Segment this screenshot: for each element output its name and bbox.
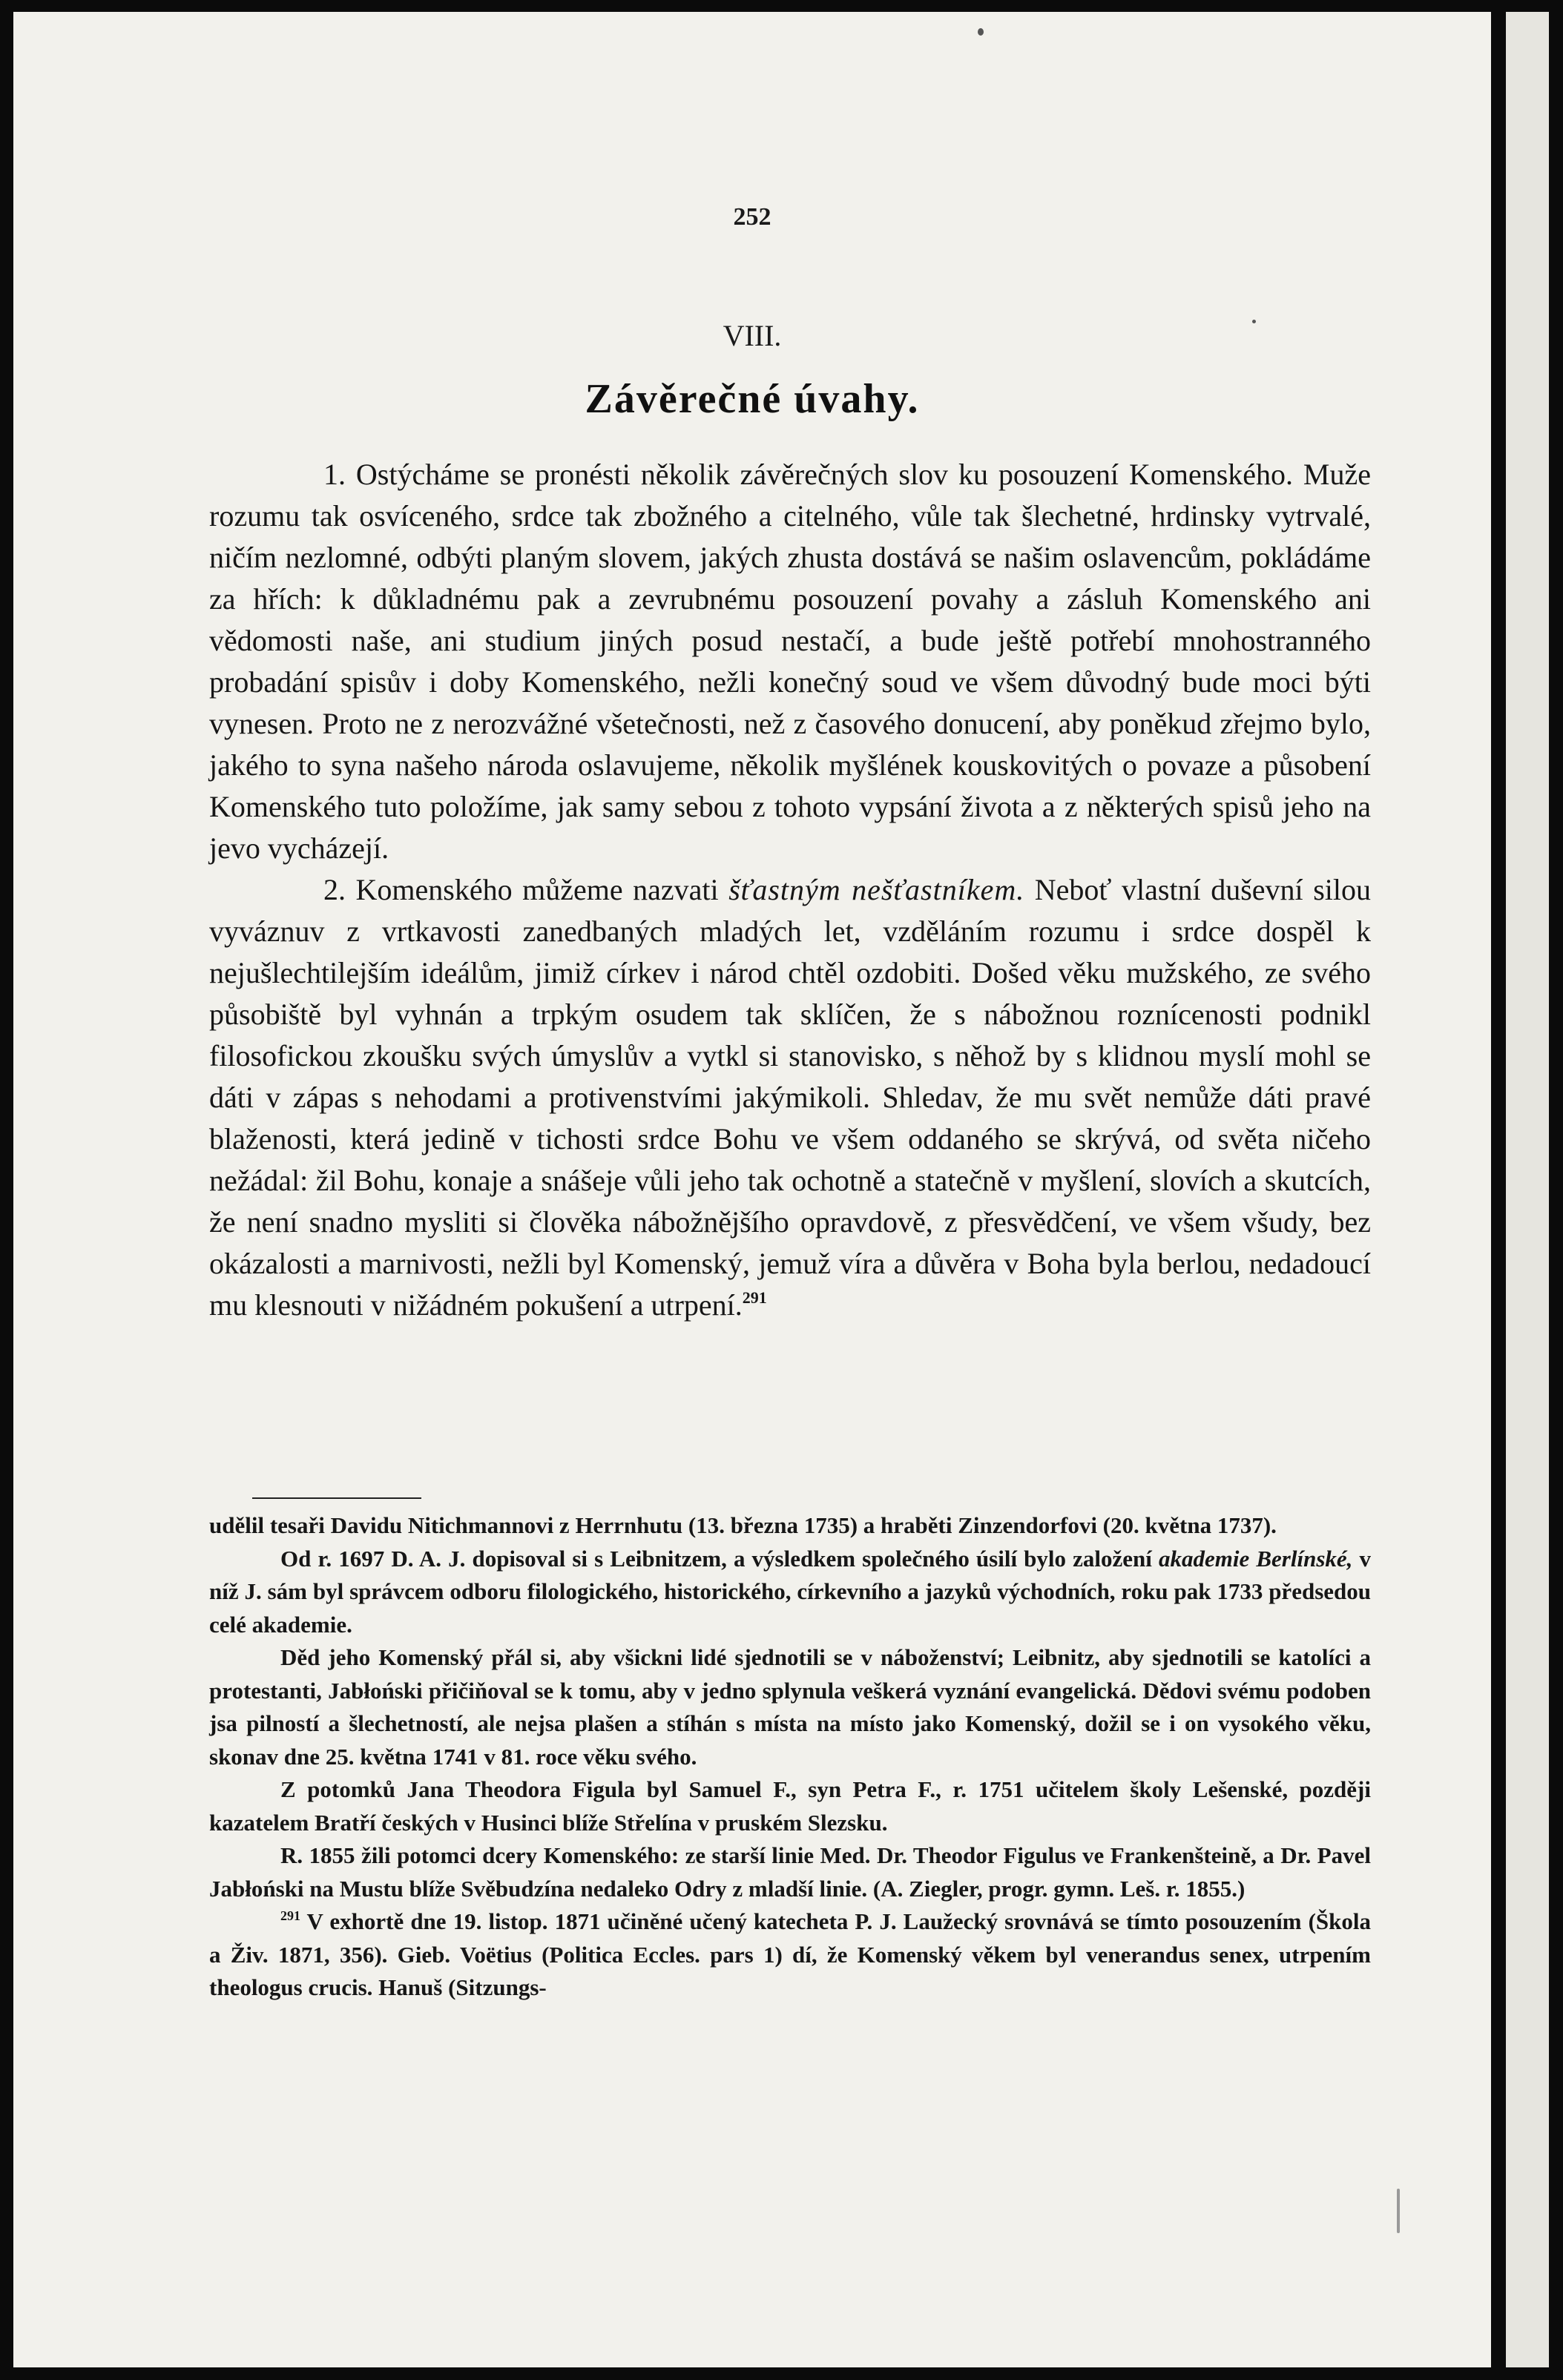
footnotes <box>209 1509 1371 2005</box>
book-page <box>13 12 1491 2367</box>
paragraph-2 <box>209 869 1371 1326</box>
scan-mark <box>1397 2189 1400 2233</box>
footnote-emphasis: akademie Berlínské, <box>1159 1545 1353 1572</box>
footnote-leibnitz-start: Od r. 1697 D. A. J. dopisoval si s Leibnitzem, a výsledkem společného úsilí bylo založení <box>280 1545 1159 1572</box>
page-number: 252 <box>733 203 771 231</box>
footnote-continuation: udělil tesaři Davidu Nitichmannovi z Herrnhutu (13. března 1735) a hraběti Zinzendorfovi (20. května 1737). <box>209 1512 1277 1538</box>
paragraph-2-rest: Neboť vlastní duševní silou vyváznuv z vrtkavosti zanedbaných mladých let, vzděláním rozumu i srdce dospěl k nejušlechtilejším ideálům, jimiž církev i národ chtěl ozdobiti. Došed věku mužského, ze svého působiště byl vyhnán a trpkým osudem tak sklíčen, že s nábožnou roznícenosti podnikl filosofickou zkoušku svých úmyslův a vytkl si stanovisko, s něhož by s klidnou myslí mohl se dáti v zápas s nehodami a protivenstvími jakýmikoli. Shledav, že mu svět nemůže dáti pravé blaženosti, která jedině v tichosti srdce Bohu ve všem oddaného se skrývá, od světa ničeho nežádal: žil Bohu, konaje a snášeje vůli jeho tak ochotně a statečně v myšlení, slovích a skutcích, že není snadno mysliti si člověka nábožnějšího opravdově, z přesvědčení, ve všem všudy, bez okázalosti a marnivosti, nežli byl Komenský, jemuž víra a důvěra v Boha byla berlou, nedadoucí mu klesnouti v nižádném pokušení a utrpení. <box>209 873 1371 1322</box>
paragraph-1: 1. Ostýcháme se pronésti několik závěrečných slov ku posouzení Komenského. Muže rozumu tak osvíceného, srdce tak zbožného a citelného, vůle tak šlechetné, hrdinsky vytrvalé, ničím nezlomné, odbýti planým slovem, jakých zhusta dostává se našim oslavencům, pokládáme za hřích: k důkladnému pak a zevrubnému posouzení povahy a zásluh Komenského ani vědomosti naše, ani studium jiných posud nestačí, a bude ještě potřebí mnohostranného probadání spisův i doby Komenského, nežli konečný soud ve všem důvodný bude moci býti vynesen. Proto ne z nerozvážné všetečnosti, než z časového donucení, aby poněkud zřejmo bylo, jakého to syna našeho národa oslavujeme, několik myšlének kouskovitých o povaze a působení Komenského tuto položíme, jak samy sebou z tohoto vypsání života a z některých spisů jeho na jevo vycházejí. <box>209 458 1371 865</box>
footnote-descendants: R. 1855 žili potomci dcery Komenského: ze starší linie Med. Dr. Theodor Figulus ve Frankenšteině, a Dr. Pavel Jabłoński na Mustu blíže Svěbudzína nedaleko Odry z mladší linie. (A. Ziegler, progr. gymn. Leš. r. 1855.) <box>209 1842 1371 1902</box>
section-numeral: VIII. <box>723 319 782 352</box>
footnote-figulus: Z potomků Jana Theodora Figula byl Samuel F., syn Petra F., r. 1751 učitelem školy Lešenské, později kazatelem Bratří českých v Husinci blíže Střelína v pruském Slezsku. <box>209 1776 1371 1836</box>
footnote-grandfather: Děd jeho Komenský přál si, aby všickni lidé sjednotili se v náboženství; Leibnitz, aby sjednotili se katolíci a protestanti, Jabłoński přičiňoval se k tomu, aby v jedno splynula veškerá vyznání evangelická. Dědovi svému podoben jsa pilností a šlechetností, ale nejsa plašen a stíhán s místa na místo jako Komenský, dožil se i on vysokého věku, skonav dne 25. května 1741 v 81. roce věku svého. <box>209 1644 1371 1770</box>
emphasis-text: šťastným nešťastníkem. <box>728 873 1025 906</box>
footnote-mark: 291 <box>280 1908 300 1923</box>
footnote-divider <box>252 1497 421 1499</box>
main-text <box>209 454 1371 1326</box>
footnote-291-text: V exhortě dne 19. listop. 1871 učiněné učený katecheta P. J. Laužecký srovnává se tímto posouzením (Škola a Živ. 1871, 356). Gieb. Voëtius (Politica Eccles. pars 1) dí, že Komenský věkem byl venerandus senex, utrpením theologus crucis. Hanuš (Sitzungs- <box>209 1908 1371 2000</box>
adjacent-page-edge <box>1506 12 1549 2367</box>
footnote-leibnitz <box>209 1543 1371 1642</box>
paragraph-2-start: 2. Komenského můžeme nazvati <box>323 873 729 906</box>
footnote-291 <box>209 1905 1371 2005</box>
footnote-reference: 291 <box>742 1288 767 1307</box>
footnote-leibnitz-rest: v níž J. sám byl správcem odboru filologického, historického, církevního a jazyků východních, roku pak 1733 předsedou celé akademie. <box>209 1545 1371 1638</box>
scan-speck <box>978 28 984 36</box>
section-title: Závěrečné úvahy. <box>585 376 920 422</box>
scan-speck <box>1252 320 1256 323</box>
